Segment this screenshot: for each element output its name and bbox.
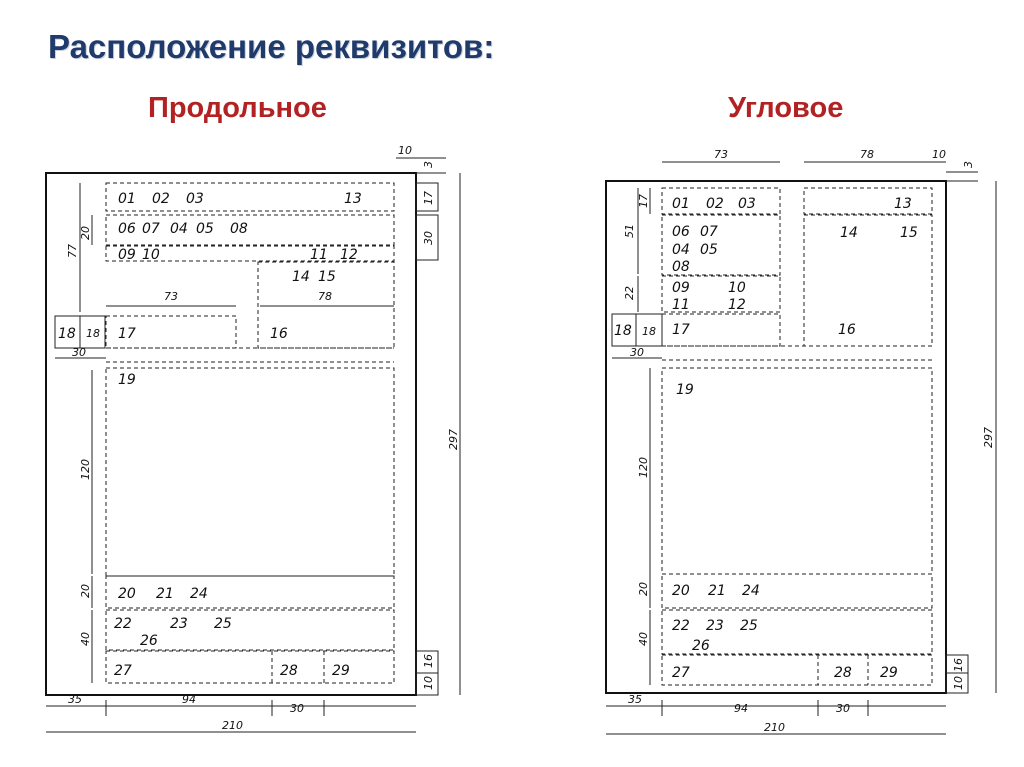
field-19: 19 [118,372,136,388]
corner-drawing [606,148,996,734]
field-05: 05 [700,242,718,258]
field-06: 06 [672,224,690,240]
field-01: 01 [118,191,136,207]
field-29: 29 [880,665,898,681]
field-02: 02 [706,196,724,212]
field-13: 13 [894,196,912,212]
field-03: 03 [738,196,756,212]
dim-20: 20 [79,226,92,240]
field-16: 16 [270,326,288,342]
field-10: 10 [142,247,160,263]
field-09: 09 [672,280,690,296]
field-15: 15 [318,269,336,285]
dim-10: 10 [398,144,412,157]
field-block [106,576,394,608]
field-09: 09 [118,247,136,263]
longitudinal-drawing [46,144,460,732]
dim-94: 94 [182,693,196,706]
dim-22: 22 [623,286,636,300]
field-02: 02 [152,191,170,207]
longitudinal-heading: Продольное [148,92,327,124]
field-21: 21 [708,583,726,599]
field-25: 25 [214,616,232,632]
dim-73: 73 [164,290,178,303]
field-block [804,188,932,214]
page-title: Расположение реквизитов: [48,28,495,65]
field-23: 23 [170,616,188,632]
field-16: 16 [838,322,856,338]
field-14: 14 [292,269,310,285]
dim-297: 297 [982,427,995,448]
field-11: 11 [672,297,690,313]
field-block [662,574,932,608]
field-28: 28 [280,663,298,679]
dim-120: 120 [637,457,650,478]
dim-297: 297 [447,429,460,450]
dim-20-lower: 20 [79,584,92,598]
field-05: 05 [196,221,214,237]
dim-35: 35 [68,693,82,706]
field-07: 07 [142,221,160,237]
field-08: 08 [230,221,248,237]
dim-94: 94 [734,702,748,715]
field-12: 12 [728,297,746,313]
dim-18-outer: 18 [58,326,76,342]
field-24: 24 [190,586,208,602]
dim-120: 120 [79,459,92,480]
field-04: 04 [170,221,188,237]
field-01: 01 [672,196,690,212]
dim-210: 210 [222,719,243,732]
field-21: 21 [156,586,174,602]
dim-30-left: 30 [72,346,86,359]
dim-30-bottom: 30 [836,702,850,715]
dim-16: 16 [422,654,435,668]
field-17: 17 [118,326,136,342]
field-23: 23 [706,618,724,634]
field-27: 27 [672,665,690,681]
dim-73: 73 [714,148,728,161]
dim-20-lower: 20 [637,582,650,596]
field-06: 06 [118,221,136,237]
field-27: 27 [114,663,132,679]
dim-17: 17 [637,194,650,208]
dim-77: 77 [66,244,79,258]
field-block [106,368,394,576]
dim-18-inner: 18 [86,327,100,340]
field-08: 08 [672,259,690,275]
dim-40: 40 [79,632,92,646]
field-20: 20 [118,586,136,602]
dim-78: 78 [860,148,874,161]
dim-51: 51 [623,224,636,238]
field-10: 10 [728,280,746,296]
field-14: 14 [840,225,858,241]
field-29: 29 [332,663,350,679]
field-03: 03 [186,191,204,207]
dim-18-outer: 18 [614,323,632,339]
field-22: 22 [114,616,132,632]
field-15: 15 [900,225,918,241]
field-block [106,651,394,683]
dim-18-inner: 18 [642,325,656,338]
dim-35: 35 [628,693,642,706]
dim-10: 10 [932,148,946,161]
field-28: 28 [834,665,852,681]
field-26: 26 [140,633,158,649]
dim-10-lower: 10 [422,676,435,690]
field-25: 25 [740,618,758,634]
field-22: 22 [672,618,690,634]
dim-3: 3 [422,161,435,168]
field-04: 04 [672,242,690,258]
field-24: 24 [742,583,760,599]
corner-heading: Угловое [728,92,844,124]
dim-17: 17 [422,191,435,205]
field-07: 07 [700,224,718,240]
field-11: 11 [310,247,328,263]
field-20: 20 [672,583,690,599]
dim-3: 3 [962,161,975,168]
dim-30-left: 30 [630,346,644,359]
field-26: 26 [692,638,710,654]
field-block [662,368,932,574]
dim-30-bottom: 30 [290,702,304,715]
field-17: 17 [672,322,690,338]
dim-40: 40 [637,632,650,646]
field-13: 13 [344,191,362,207]
field-12: 12 [340,247,358,263]
dim-16: 16 [952,658,965,672]
dim-78: 78 [318,290,332,303]
dim-30: 30 [422,231,435,245]
dim-210: 210 [764,721,785,734]
sheet-frame [606,181,946,693]
dim-10-lower: 10 [952,676,965,690]
field-19: 19 [676,382,694,398]
